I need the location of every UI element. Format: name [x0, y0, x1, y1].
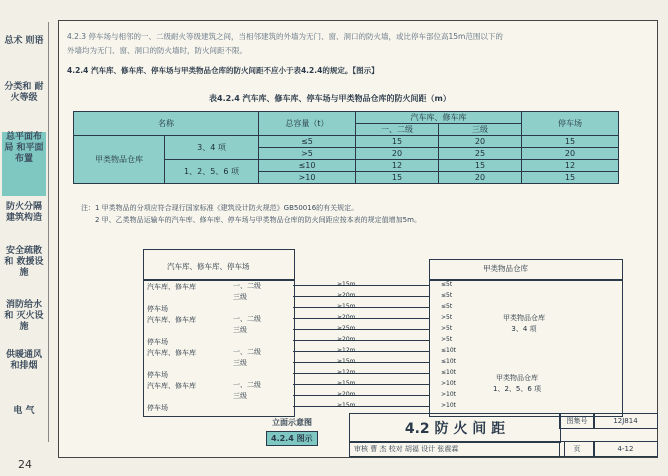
diagram-caption: 立面示意图	[272, 418, 312, 427]
capacity-value: ≤5t	[441, 292, 453, 299]
cell: 15	[522, 172, 619, 184]
diagram-row-grade: 一、二级	[233, 381, 261, 389]
diagram-row-grade: 一、二级	[233, 315, 261, 323]
sidebar-item-electric[interactable]: 电 气	[13, 406, 35, 416]
distance-line	[293, 307, 429, 308]
cell: ≤10	[259, 160, 356, 172]
distance-line	[293, 362, 429, 363]
distance-line	[293, 395, 429, 396]
diagram-row-name: 汽车库、修车库	[147, 283, 196, 291]
capacity-value: >5t	[441, 314, 453, 321]
cell: 20	[522, 148, 619, 160]
distance-line	[293, 406, 429, 407]
distance-line	[293, 296, 429, 297]
cell: 20	[439, 136, 522, 148]
page-number: 24	[18, 458, 32, 471]
distance-value: ≥12m	[337, 347, 356, 354]
sidebar-item-classification[interactable]: 分类和 耐火等级	[4, 82, 44, 103]
distance-value: ≥20m	[337, 391, 356, 398]
diagram-row-grade: 三级	[233, 392, 247, 400]
cell: 12	[522, 160, 619, 172]
th-grade12: 一、二级	[356, 124, 439, 136]
capacity-value: >10t	[441, 391, 457, 398]
distance-value: ≥15m	[337, 281, 356, 288]
distance-value: ≥15m	[337, 380, 356, 387]
distance-line	[293, 329, 429, 330]
cell: 12	[356, 160, 439, 172]
cell: 15	[522, 136, 619, 148]
group-items: 1、2、5、6 项	[165, 160, 259, 184]
capacity-value: ≤5t	[441, 303, 453, 310]
sidebar-item-water[interactable]: 消防给水和 灭火设施	[4, 300, 44, 332]
distance-line	[293, 340, 429, 341]
sidebar-item-separation[interactable]: 防火分隔 建筑构造	[5, 202, 42, 223]
capacity-value: ≤5t	[441, 281, 453, 288]
right-column	[429, 279, 623, 417]
capacity-value: ≤10t	[441, 358, 457, 365]
distance-value: ≥15m	[337, 402, 356, 409]
signature-row: 审核 曹 杰 校对 胡福 设计 张震霖	[349, 441, 565, 457]
distance-table	[73, 111, 619, 184]
sidebar-item-general[interactable]: 总术 则语	[4, 36, 44, 46]
atlas-label: 图集号	[559, 413, 595, 429]
th-grade3: 三级	[439, 124, 522, 136]
th-name: 名称	[74, 112, 259, 136]
sidebar-item-hvac[interactable]: 供暖通风 和排烟	[5, 350, 42, 371]
cell: 25	[439, 148, 522, 160]
diagram-row-grade: 一、二级	[233, 282, 261, 290]
diagram-row-name: 汽车库、修车库	[147, 349, 196, 357]
para-424: 4.2.4 汽车库、修车库、停车场与甲类物品仓库的防火间距不应小于表4.2.4的规定。【图示】	[67, 66, 379, 75]
distance-value: ≥20m	[337, 292, 356, 299]
figure-badge: 4.2.4 图示	[266, 431, 318, 446]
distance-value: ≥20m	[337, 314, 356, 321]
para-423-cont: 外墙均为无门、窗、洞口的防火墙时，防火间距不限。	[67, 46, 247, 55]
cell: 15	[439, 160, 522, 172]
diagram-row-grade: 三级	[233, 326, 247, 334]
distance-line	[293, 285, 429, 286]
page-label: 页	[559, 441, 595, 457]
diagram-row-name: 停车场	[147, 371, 168, 379]
row-label: 甲类物品仓库	[74, 136, 165, 184]
table-title: 表4.2.4 汽车库、修车库、停车场与甲类物品仓库的防火间距（m）	[209, 94, 451, 103]
diagram-row-name: 汽车库、修车库	[147, 316, 196, 324]
capacity-value: >5t	[441, 336, 453, 343]
page-code: 4-12	[593, 441, 658, 457]
distance-value: ≥25m	[337, 325, 356, 332]
distance-line	[293, 351, 429, 352]
right-group-2: 甲类物品仓库 1、2、5、6 项	[493, 374, 542, 393]
right-header: 甲类物品仓库	[483, 264, 528, 273]
group-items: 3、4 项	[165, 136, 259, 160]
left-header: 汽车库、修车库、停车场	[167, 262, 250, 271]
cell: >5	[259, 148, 356, 160]
para-423: 4.2.3 停车场与相邻的一、二级耐火等级建筑之间，当相邻建筑的外墙为无门、窗、洞口的防火墙，或比停车部位高15m范围以下的	[67, 32, 503, 41]
cell: ≤5	[259, 136, 356, 148]
diagram-row-grade: 三级	[233, 359, 247, 367]
diagram-row-grade: 一、二级	[233, 348, 261, 356]
capacity-value: >5t	[441, 325, 453, 332]
th-parking: 停车场	[522, 112, 619, 136]
right-group-1: 甲类物品仓库 3、4 项	[503, 314, 545, 333]
diagram-row-name: 汽车库、修车库	[147, 382, 196, 390]
sidebar-item-evacuation[interactable]: 安全疏散和 救援设施	[4, 246, 44, 278]
capacity-value: ≤10t	[441, 369, 457, 376]
distance-line	[293, 373, 429, 374]
note-2: 2 甲、乙类物品运输车的汽车库、修车库、停车场与甲类物品仓库的防火间距应按本表的规定值增加5m。	[95, 216, 421, 224]
distance-value: ≥12m	[337, 369, 356, 376]
diagram-row-name: 停车场	[147, 305, 168, 313]
distance-value: ≥15m	[337, 358, 356, 365]
elevation-diagram	[123, 249, 623, 424]
capacity-value: >10t	[441, 380, 457, 387]
cell: >10	[259, 172, 356, 184]
distance-line	[293, 318, 429, 319]
sidebar-nav	[0, 22, 49, 442]
cell: 20	[439, 172, 522, 184]
cell: 15	[356, 172, 439, 184]
diagram-row-name: 停车场	[147, 404, 168, 412]
th-capacity: 总容量（t）	[259, 112, 356, 136]
cell: 20	[356, 148, 439, 160]
distance-line	[293, 384, 429, 385]
note-1: 注：1 甲类物品的分项应符合现行国家标准《建筑设计防火规范》GB50016的有关规定。	[81, 204, 359, 212]
th-garage: 汽车库、修车库	[356, 112, 522, 124]
cell: 15	[356, 136, 439, 148]
sidebar-item-layout[interactable]: 总平面布局 和平面布置	[2, 132, 46, 196]
atlas-number: 12J814	[593, 413, 658, 429]
document-page	[58, 20, 658, 458]
diagram-row-grade: 三级	[233, 293, 247, 301]
title-text: 4.2 防 火 间 距	[349, 413, 561, 443]
distance-value: ≥15m	[337, 303, 356, 310]
title-block	[349, 413, 657, 457]
distance-value: ≥20m	[337, 336, 356, 343]
capacity-value: ≤10t	[441, 347, 457, 354]
capacity-value: >10t	[441, 402, 457, 409]
diagram-row-name: 停车场	[147, 338, 168, 346]
